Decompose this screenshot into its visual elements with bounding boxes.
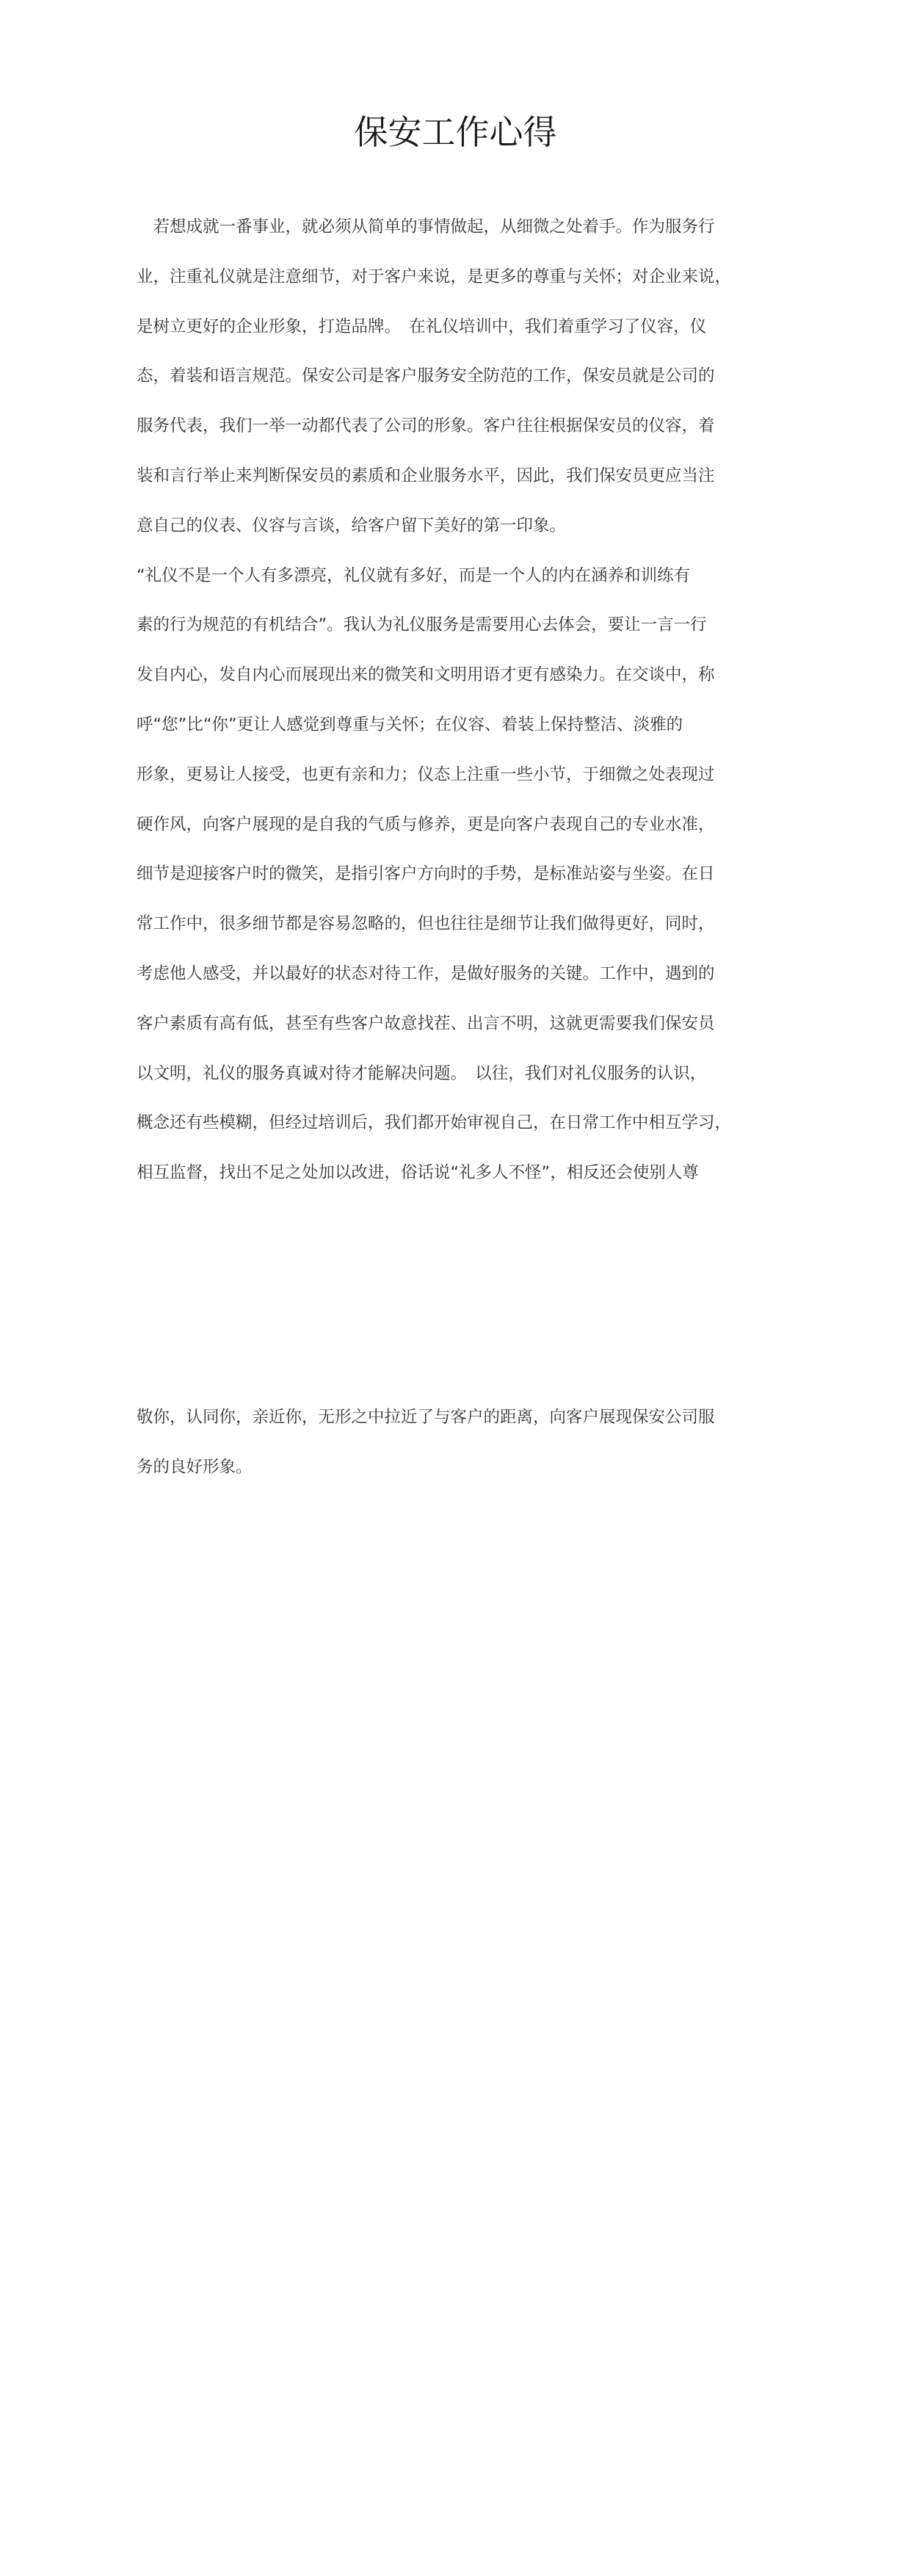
text-line: 敬你，认同你，亲近你，无形之中拉近了与客户的距离，向客户展现保安公司服 xyxy=(137,1408,715,1427)
text-line: 意自己的仪表、仪容与言谈，给客户留下美好的第一印象。 xyxy=(137,515,567,535)
text-line: 细节是迎接客户时的微笑，是指引客户方向时的手势，是标准站姿与坐姿。在日 xyxy=(137,864,715,884)
text-line: 装和言行举止来判断保安员的素质和企业服务水平，因此，我们保安员更应当注 xyxy=(137,466,715,485)
text-line: 素的行为规范的有机结合”。我认为礼仪服务是需要用心去体会，要让一言一行 xyxy=(137,615,707,635)
text-line: 形象，更易让人接受，也更有亲和力；仪态上注重一些小节，于细微之处表现过 xyxy=(137,764,715,784)
text-line: 考虑他人感受，并以最好的状态对待工作，是做好服务的关键。工作中，遇到的 xyxy=(137,963,715,983)
body-text-block-2 xyxy=(137,1393,779,1493)
text-line: 服务代表，我们一举一动都代表了公司的形象。客户往往根据保安员的仪容，着 xyxy=(137,416,715,436)
text-line: 务的良好形象。 xyxy=(137,1457,253,1477)
text-line: 是树立更好的企业形象，打造品牌。 在礼仪培训中，我们着重学习了仪容，仪 xyxy=(137,316,707,336)
text-line: 硬作风，向客户展现的是自我的气质与修养，更是向客户表现自己的专业水准， xyxy=(137,814,715,834)
text-line: 态，着装和语言规范。保安公司是客户服务安全防范的工作，保安员就是公司的 xyxy=(137,366,715,386)
text-line: 发自内心，发自内心而展现出来的微笑和文明用语才更有感染力。在交谈中，称 xyxy=(137,665,715,685)
text-line: “礼仪不是一个人有多漂亮，礼仪就有多好，而是一个人的内在涵养和训练有 xyxy=(137,565,691,585)
text-line: 业，注重礼仪就是注意细节，对于客户来说，是更多的尊重与关怀；对企业来说， xyxy=(137,267,732,286)
document-title: 保安工作心得 xyxy=(354,112,557,152)
text-line: 客户素质有高有低，甚至有些客户故意找茬、出言不明，这就更需要我们保安员 xyxy=(137,1013,715,1033)
text-line: 呼“您”比“你”更让人感觉到尊重与关怀；在仪容、着装上保持整洁、淡雅的 xyxy=(137,714,683,734)
text-line: 若想成就一番事业，就必须从简单的事情做起，从细微之处着手。作为服务行 xyxy=(137,217,715,236)
text-line: 以文明，礼仪的服务真诚对待才能解决问题。 以往，我们对礼仪服务的认识， xyxy=(137,1063,707,1083)
text-line: 概念还有些模糊，但经过培训后，我们都开始审视自己，在日常工作中相互学习， xyxy=(137,1113,732,1133)
body-text-block-1 xyxy=(137,203,779,1198)
text-line: 相互监督，找出不足之处加以改进，俗话说“礼多人不怪”，相反还会使别人尊 xyxy=(137,1163,699,1183)
text-line: 常工作中，很多细节都是容易忽略的，但也往往是细节让我们做得更好，同时， xyxy=(137,914,715,934)
